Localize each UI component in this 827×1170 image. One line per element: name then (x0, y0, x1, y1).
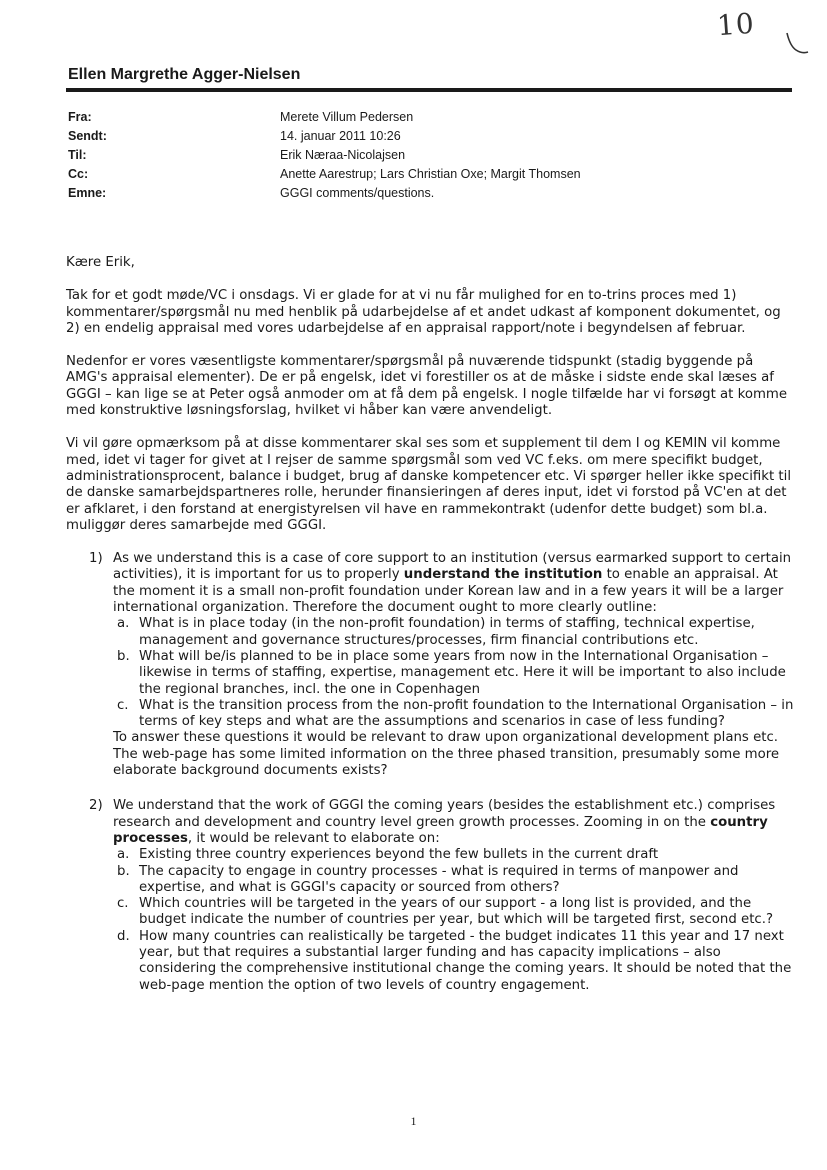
point-emphasis: understand the institution (403, 567, 603, 583)
header-rule (66, 88, 792, 92)
cc-label: Cc: (68, 167, 89, 181)
letter-body (66, 255, 796, 994)
point-number: 2) (89, 798, 103, 814)
sub-item (117, 928, 796, 994)
paragraph-2: Nedenfor er vores væsentligste kommentarer/spørgsmål på nuværende tidspunkt (stadig byggende på AMG's appraisal elementer). De er på engelsk, idet vi forestiller os at de måske i sidste ende skal læses af GGGI – kan lige se at Peter også anmoder om at få dem på engelsk. I nogle tilfælde har vi forsøgt at komme med konstruktive løsningsforslag, hvilket vi håber kan være anvendeligt. (66, 354, 788, 419)
point-text: As we understand this is a case of core support to an institution (versus earmarked support to certain activities), it is important for us to properly understand the institution to enable an appraisal. At the moment it is a small non-profit foundation under Korean law and in a few years it will be a larger international organization. Therefore the document ought to more clearly outline: (113, 551, 792, 616)
sub-letter: a. (117, 847, 130, 863)
author-name: Ellen Margrethe Agger-Nielsen (68, 66, 301, 83)
sent-label: Sendt: (68, 129, 107, 143)
point-emphasis: country processes (113, 814, 768, 846)
point-text: We understand that the work of GGGI the coming years (besides the establishment etc.) comprises research and development and country level green growth processes. Zooming in on the country processes, it would be relevant to elaborate on: (113, 798, 776, 846)
sent-row (68, 129, 788, 148)
sub-letter: c. (117, 896, 129, 912)
email-header (68, 110, 788, 205)
sub-item (117, 863, 796, 897)
sub-item (117, 847, 796, 863)
sub-item (117, 697, 796, 731)
sub-text: What is in place today (in the non-profit foundation) in terms of staffing, technical expertise, management and governance structures/processes, firm financial contributions etc. (139, 616, 755, 648)
handwritten-page-mark: 10 (715, 6, 756, 43)
from-value: Merete Villum Pedersen (280, 110, 414, 124)
paragraph-1: Tak for et godt møde/VC i onsdags. Vi er glade for at vi nu får mulighed for en to-trins proces med 1) kommentarer/spørgsmål nu med henblik på udarbejdelse af et andet udkast af komponent dokumentet, og 2) en endelig appraisal med vores udarbejdelse af en appraisal rapport/note i begyndelsen af februar. (66, 288, 781, 336)
subject-value: GGGI comments/questions. (280, 186, 435, 200)
sub-text: What is the transition process from the non-profit foundation to the International Organisation – in terms of key steps and what are the assumptions and scenarios in case of less funding? (139, 697, 794, 730)
sub-item (117, 616, 796, 649)
from-label: Fra: (68, 110, 92, 124)
to-row (68, 148, 788, 167)
sub-text: The capacity to engage in country processes - what is required in terms of manpower and expertise, and what is GGGI's capacity or sourced from others? (139, 863, 739, 895)
from-row (68, 110, 788, 129)
sub-text: Existing three country experiences beyond the few bullets in the current draft (139, 847, 659, 863)
point-2 (89, 798, 796, 994)
sub-text: What will be/is planned to be in place some years from now in the International Organisation – likewise in terms of staffing, expertise, management etc. Here it will be important to also include the regional branches, incl. the one in Copenhagen (139, 648, 786, 697)
sub-text: How many countries can realistically be targeted - the budget indicates 11 this year and 17 next year, but that requires a substantial larger funding and has capacity implications – also considering the comprehensive institutional change the coming years. It should be noted that the web-page mention the option of two levels of country engagement. (139, 928, 792, 993)
subject-row (68, 186, 788, 205)
sub-letter: b. (117, 863, 130, 879)
paragraph-3: Vi vil gøre opmærksom på at disse kommentarer skal ses som et supplement til dem I og KEMIN vil komme med, idet vi tager for givet at I rejser de samme spørgsmål som ved VC f.eks. om mere specifikt budget, administrationsprocent, balance i budget, brug af danske kompetencer etc. Vi spørger heller ikke specifikt til de danske samarbejdspartneres rolle, herunder finansieringen af deres input, idet vi forstod på VC'en at det er afklaret, i den forstand at energistyrelsen vil have en rammekontrakt (udenfor dette budget) som bl.a. muliggør deres samarbejde med GGGI. (66, 436, 792, 533)
page-number: 1 (410, 1114, 417, 1128)
sub-letter: d. (117, 928, 130, 944)
cc-value: Anette Aarestrup; Lars Christian Oxe; Margit Thomsen (280, 167, 581, 181)
point-followup: To answer these questions it would be relevant to draw upon organizational development plans etc. The web-page has some limited information on the three phased transition, presumably some more elaborate background documents exists? (113, 730, 780, 779)
point-number: 1) (89, 551, 103, 567)
sent-value: 14. januar 2011 10:26 (280, 129, 401, 143)
point-1 (89, 551, 796, 779)
to-label: Til: (68, 148, 87, 162)
pen-stroke-mark (784, 30, 810, 56)
greeting: Kære Erik, (66, 255, 135, 270)
sub-text: Which countries will be targeted in the years of our support - a long list is provided, and the budget indicate the number of countries per year, but which will be targeted first, second etc.? (139, 896, 774, 928)
sub-item (117, 896, 796, 929)
sub-letter: c. (117, 697, 129, 713)
cc-row (68, 167, 788, 186)
sub-letter: b. (117, 648, 130, 664)
to-value: Erik Næraa-Nicolajsen (280, 148, 406, 162)
sub-letter: a. (117, 616, 130, 632)
sub-item (117, 648, 796, 698)
subject-label: Emne: (68, 186, 107, 200)
